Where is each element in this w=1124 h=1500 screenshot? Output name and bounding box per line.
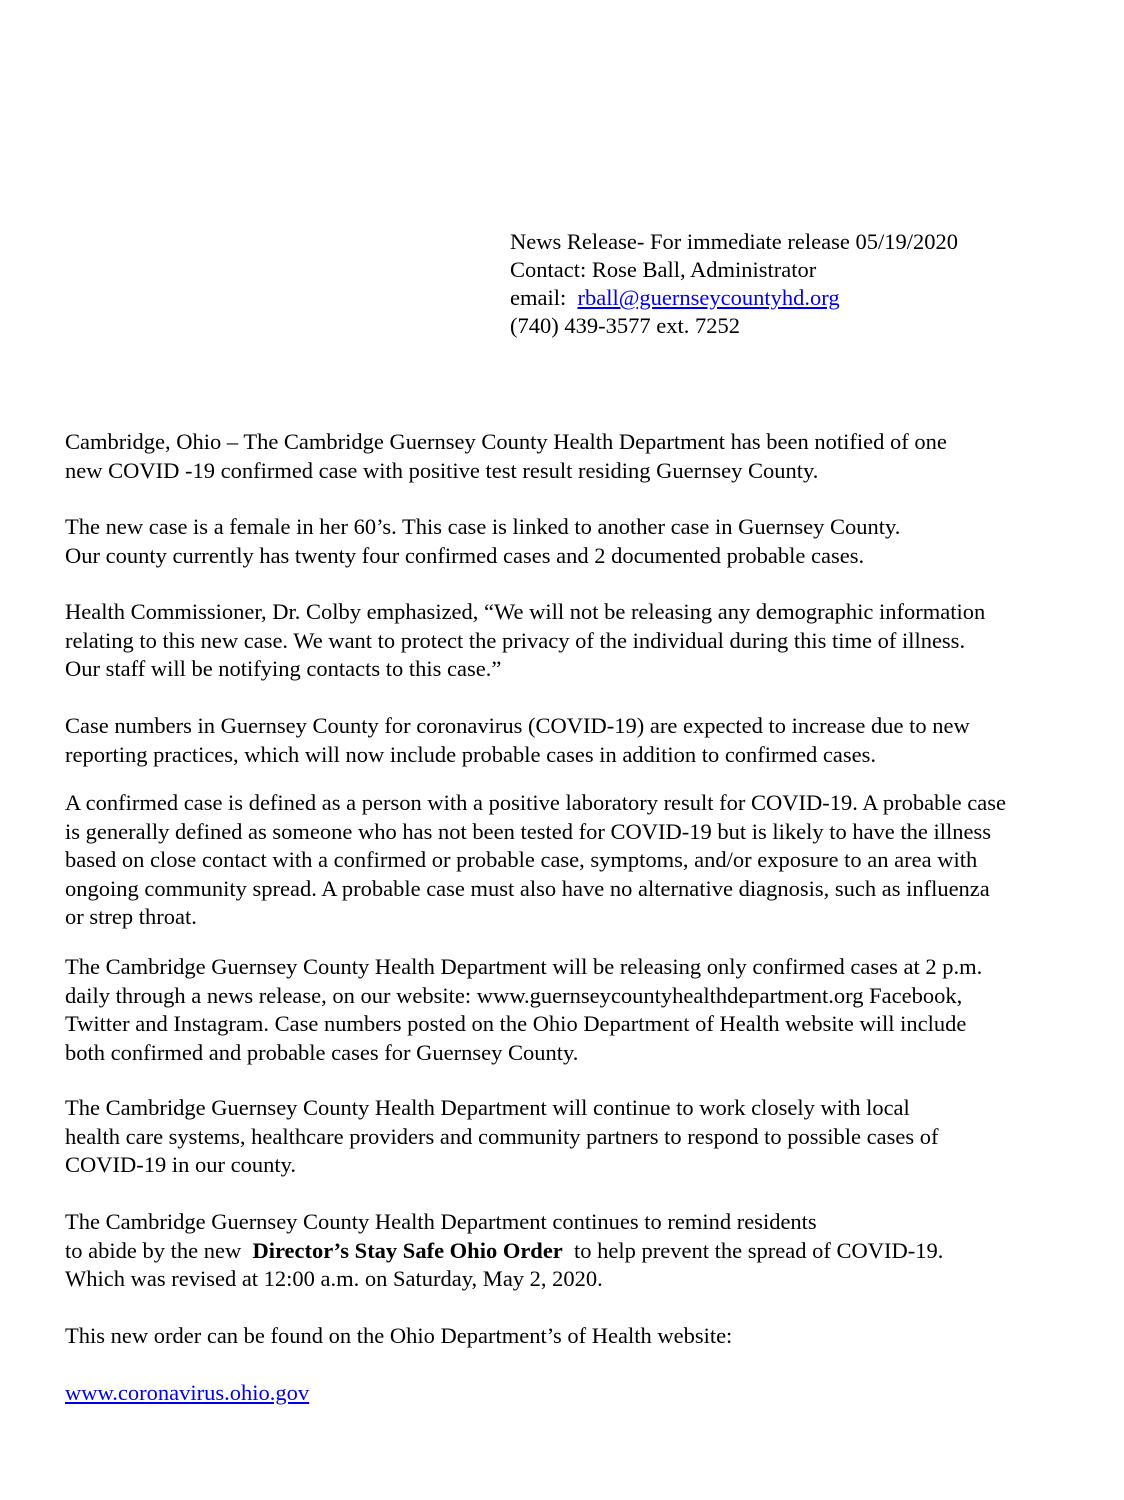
paragraph-case-definitions: [65, 789, 1105, 932]
text-line: Our staff will be notifying contacts to this case.”: [65, 656, 502, 681]
email-link[interactable]: rball@guernseycountyhd.org: [577, 285, 840, 310]
text-line: The Cambridge Guernsey County Health Department continues to remind residents: [65, 1209, 817, 1234]
paragraph-announcement: [65, 428, 1105, 485]
text-line: This new order can be found on the Ohio Department’s of Health website:: [65, 1323, 733, 1348]
text-line: ongoing community spread. A probable case must also have no alternative diagnosis, such as influenza: [65, 875, 990, 901]
paragraph-commissioner-quote: [65, 598, 1105, 684]
text-line: daily through a news release, on our website: www.guernseycountyhealthdepartment.org Facebook,: [65, 982, 963, 1008]
text-line: Twitter and Instagram. Case numbers posted on the Ohio Department of Health website will include: [65, 1011, 967, 1036]
order-trail-text: to help prevent the spread of COVID-19.: [562, 1237, 944, 1263]
text-line: relating to this new case. We want to protect the privacy of the individual during this time of illness.: [65, 627, 966, 653]
paragraph-release-schedule: [65, 953, 1105, 1067]
phone-line: (740) 439-3577 ext. 7252: [510, 313, 740, 338]
paragraph-partnerships: [65, 1094, 1105, 1180]
text-line: is generally defined as someone who has not been tested for COVID-19 but is likely to have the illness: [65, 818, 992, 844]
text-line: based on close contact with a confirmed or probable case, symptoms, and/or exposure to an area with: [65, 847, 978, 872]
contact-line: Contact: Rose Ball, Administrator: [510, 257, 817, 282]
text-line: Case numbers in Guernsey County for coronavirus (COVID-19) are expected to increase due to new: [65, 713, 970, 738]
text-line: Which was revised at 12:00 a.m. on Saturday, May 2, 2020.: [65, 1266, 603, 1291]
text-line: health care systems, healthcare providers and community partners to respond to possible cases of: [65, 1123, 939, 1149]
text-line: Our county currently has twenty four confirmed cases and 2 documented probable cases.: [65, 542, 865, 568]
text-line: Cambridge, Ohio – The Cambridge Guernsey County Health Department has been notified of one: [65, 429, 947, 454]
text-line: The Cambridge Guernsey County Health Department will be releasing only confirmed cases at 2 p.m.: [65, 954, 983, 979]
website-link-block: [65, 1379, 1105, 1408]
text-line: The new case is a female in her 60’s. This case is linked to another case in Guernsey County.: [65, 514, 901, 539]
text-line: or strep throat.: [65, 904, 197, 929]
email-line: [510, 284, 958, 312]
text-line: new COVID -19 confirmed case with positive test result residing Guernsey County.: [65, 457, 819, 483]
text-line: reporting practices, which will now include probable cases in addition to confirmed cases.: [65, 741, 876, 767]
text-line: A confirmed case is defined as a person with a positive laboratory result for COVID-19. A probable case: [65, 790, 1006, 815]
release-header: [510, 228, 958, 340]
text-line: The Cambridge Guernsey County Health Department will continue to work closely with local: [65, 1095, 910, 1120]
paragraph-order-location: [65, 1322, 1105, 1351]
text-line: COVID-19 in our county.: [65, 1152, 297, 1177]
paragraph-case-details: [65, 513, 1105, 570]
paragraph-stay-safe-order: [65, 1208, 1105, 1294]
text-line: [65, 1237, 1105, 1266]
order-name: Director’s Stay Safe Ohio Order: [252, 1237, 563, 1263]
release-date-line: News Release- For immediate release 05/19/2020: [510, 229, 958, 254]
text-line: both confirmed and probable cases for Guernsey County.: [65, 1039, 579, 1065]
text-line: Health Commissioner, Dr. Colby emphasized, “We will not be releasing any demographic information: [65, 599, 986, 624]
paragraph-reporting-practices: [65, 712, 1105, 769]
email-label: email:: [510, 285, 578, 310]
coronavirus-website-link[interactable]: www.coronavirus.ohio.gov: [65, 1380, 310, 1405]
order-lead-text: to abide by the new: [65, 1237, 253, 1263]
